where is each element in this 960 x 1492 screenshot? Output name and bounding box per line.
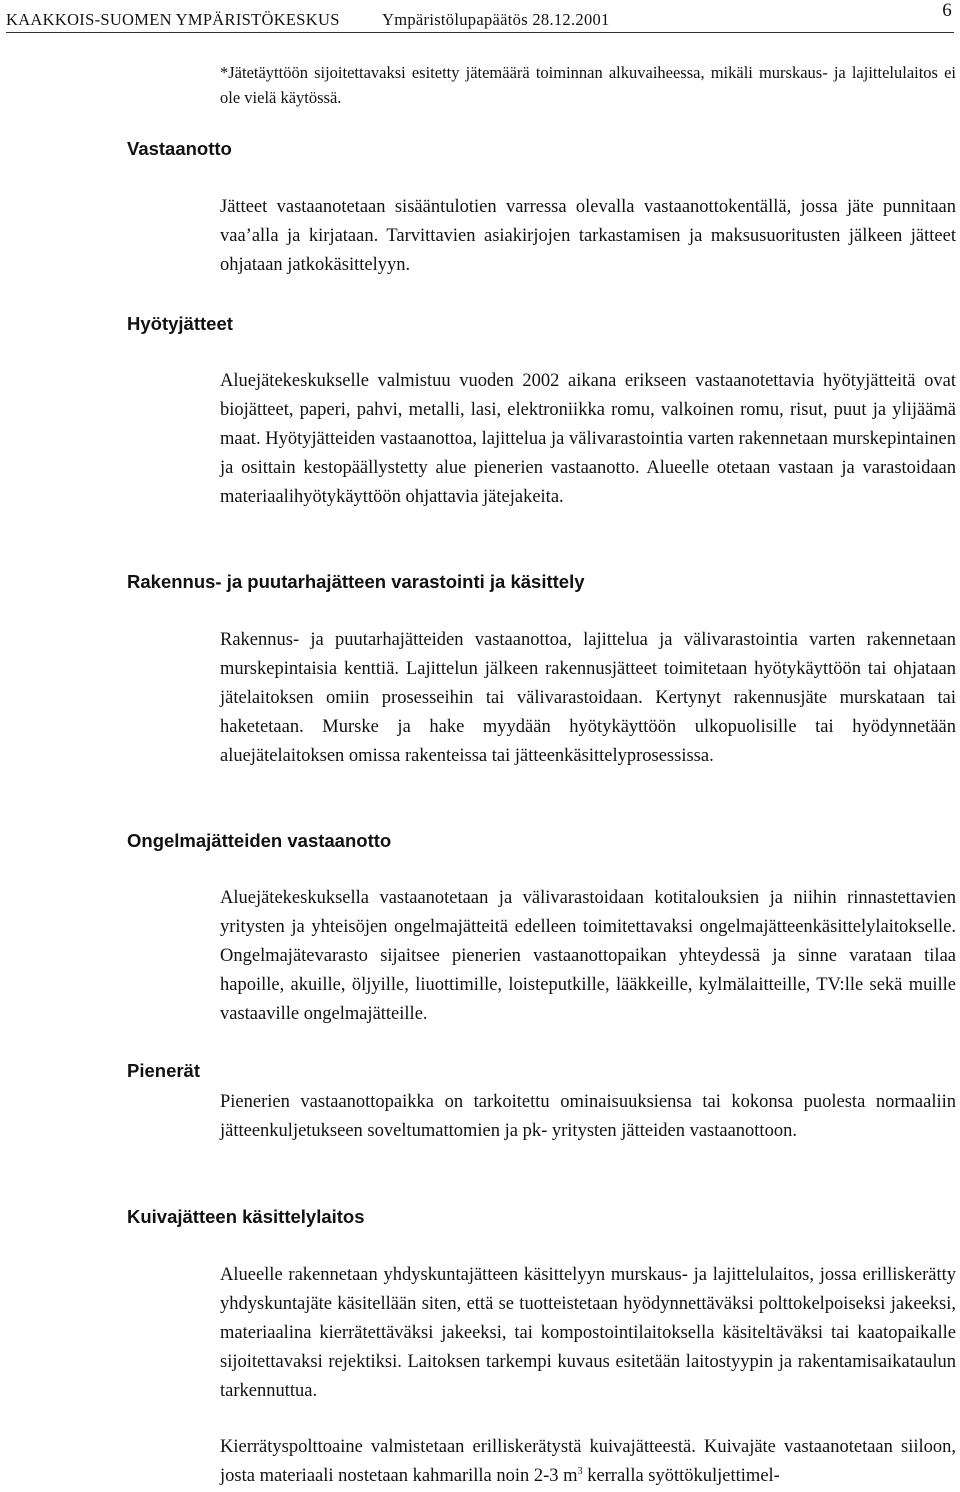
heading-vastaanotto: Vastaanotto: [127, 138, 232, 159]
paragraph-ongelmajatteet: Aluejätekeskuksella vastaanotetaan ja välivarastoidaan kotitalouksien ja niihin rinnastettavien yritysten ja yhteisöjen ongelmajätteitä edelleen toimitettavaksi ongelmajätteenkäsittelylaitokselle. Ongelmajätevarasto sijaitsee pienerien vastaanottopaikan yhteydessä ja sinne varataan tilaa hapoille, akuille, öljyille, liuottimille, loisteputkille, lääkkeille, kylmälaitteille, TV:lle sekä muille vastaaville ongelmajätteille.: [220, 888, 956, 1024]
header-decision-title: Ympäristölupapäätös 28.12.2001: [382, 10, 610, 29]
header-organization: KAAKKOIS-SUOMEN YMPÄRISTÖKESKUS: [6, 10, 340, 29]
heading-ongelmajatteet: Ongelmajätteiden vastaanotto: [127, 830, 392, 851]
page-number: 6: [942, 0, 952, 21]
paragraph-kuivajate: Alueelle rakennetaan yhdyskuntajätteen käsittelyyn murskaus- ja lajittelulaitos, jossa erilliskerätty yhdyskuntajäte käsitellään siten, että se tuotteistetaan hyödynnettäväksi polttokelpoiseksi jakeeksi, materiaalina kierrätettäväksi jakeeksi, tai kompostointilaitoksella käsiteltäväksi tai kaatopaikalle sijoitettavaksi rejektiksi. Laitoksen tarkempi kuvaus esitetään laitostyypin ja rakentamisaikataulun tarkennuttua.: [220, 1265, 956, 1401]
paragraph-kierratyspolttoaine-text-end: kerralla syöttökuljettimel-: [582, 1466, 780, 1486]
paragraph-pienerat: Pienerien vastaanottopaikka on tarkoitettu ominaisuuksiensa tai kokonsa puolesta normaaliin jätteenkuljetukseen soveltumattomien ja pk- yritysten jätteiden vastaanottoon.: [220, 1092, 956, 1141]
heading-hyotyjatteet: Hyötyjätteet: [127, 313, 233, 334]
paragraph-hyotyjatteet: Aluejätekeskukselle valmistuu vuoden 2002 aikana erikseen vastaanotettavia hyötyjätteitä ovat biojätteet, paperi, pahvi, metalli, lasi, elektroniikka romu, valkoinen romu, risut, puut ja ylijäämä maat. Hyötyjätteiden vastaanottoa, lajittelua ja välivarastointia varten rakennetaan murskepintainen ja osittain kestopäällystetty alue pienerien vastaanotto. Alueelle otetaan vastaan ja varastoidaan materiaalihyötykäyttöön ohjattavia jätejakeita.: [220, 371, 956, 507]
paragraph-kierratyspolttoaine-text: Kierrätyspolttoaine valmistetaan erilliskerätystä kuivajätteestä. Kuivajäte vastaanotetaan siiloon, josta materiaali nostetaan kahmarilla noin 2-3 m: [220, 1437, 956, 1486]
paragraph-rakennus: Rakennus- ja puutarhajätteiden vastaanottoa, lajittelua ja välivarastointia varten rakennetaan murskepintaisia kenttiä. Lajittelun jälkeen rakennusjätteet toimitetaan hyötykäyttöön tai ohjataan jätelaitoksen omiin prosesseihin tai välivarastoidaan. Kertynyt rakennusjäte murskataan tai haketetaan. Murske ja hake myydään hyötykäyttöön ulkopuolisille tai hyödynnetään aluejätelaitoksen omissa rakenteissa tai jätteenkäsittelyprosessissa.: [220, 630, 956, 766]
cubic-superscript: 3: [577, 1465, 583, 1477]
heading-kuivajate: Kuivajätteen käsittelylaitos: [127, 1206, 365, 1227]
footnote: *Jätetäyttöön sijoitettavaksi esitetty jätemäärä toiminnan alkuvaiheessa, mikäli murskaus- ja lajittelulaitos ei ole vielä käytössä.: [220, 63, 956, 107]
paragraph-kierratyspolttoaine: [220, 1433, 956, 1491]
page-header: [6, 0, 954, 33]
paragraph-vastaanotto: Jätteet vastaanotetaan sisääntulotien varressa olevalla vastaanottokentällä, jossa jäte punnitaan vaa’alla ja kirjataan. Tarvittavien asiakirjojen tarkastamisen ja maksusuoritusten jälkeen jätteet ohjataan jatkokäsittelyyn.: [220, 197, 956, 275]
heading-rakennus: Rakennus- ja puutarhajätteen varastointi ja käsittely: [127, 571, 585, 592]
heading-pienerat: Pienerät: [127, 1060, 201, 1081]
